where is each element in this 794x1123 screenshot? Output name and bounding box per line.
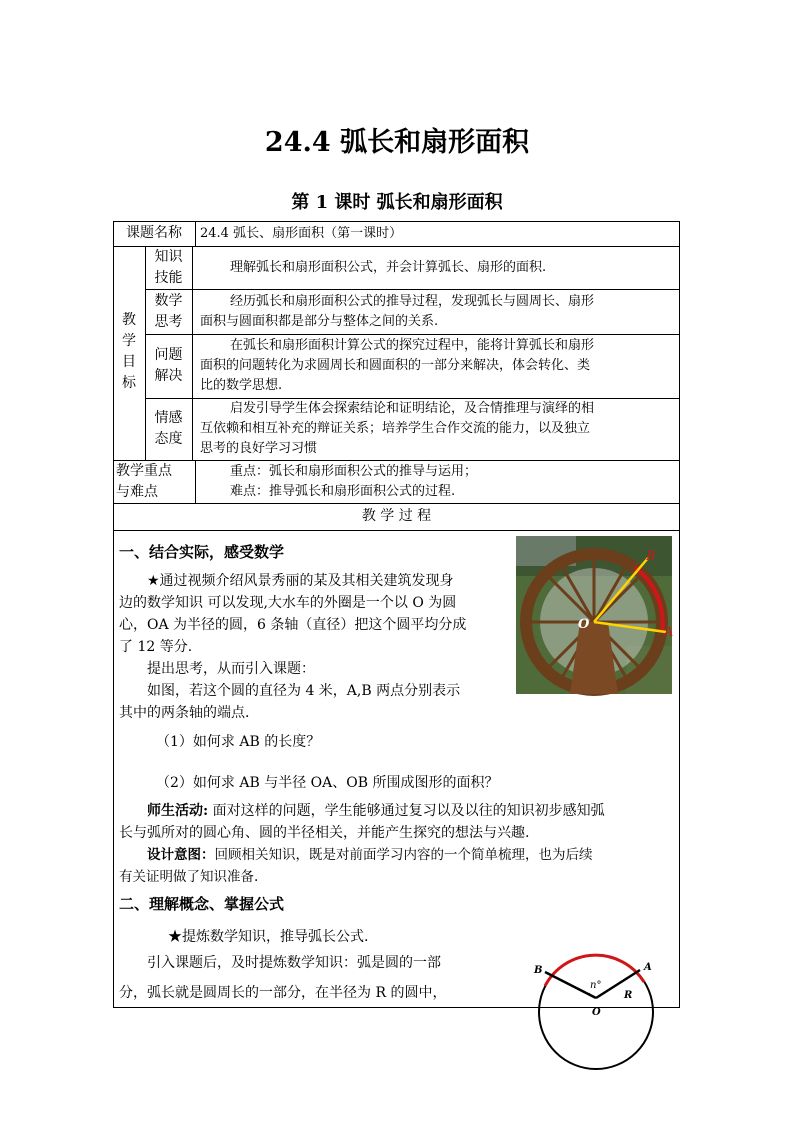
goal-text-math-thinking: 经历弧长和扇形面积公式的推导过程，发现弧长与圆周长、扇形 面积与圆面积都是部分与整体之间的关系. [200, 294, 595, 329]
question-1: （1）如何求 AB 的长度？ [156, 734, 321, 750]
section2-paragraph-1: ★提炼数学知识，推导弧长公式. [168, 929, 369, 945]
page-subtitle: 第 1 课时 弧长和扇形面积 [291, 192, 503, 213]
goal-text-knowledge: 理解弧长和扇形面积公式，并会计算弧长、扇形的面积. [230, 260, 547, 275]
key-point: 重点：弧长和扇形面积公式的推导与运用； [230, 464, 478, 479]
section1-heading: 一、结合实际，感受数学 [119, 543, 285, 561]
question-2: （2）如何求 AB 与半径 OA、OB 所围成图形的面积？ [156, 775, 499, 791]
waterwheel-label-o: O [578, 617, 590, 632]
goal-label-math-thinking: 数学 思考 [154, 293, 183, 330]
section1-paragraph-1: ★通过视频介绍风景秀丽的某及其相关建筑发现身 边的数学知识 可以发现,大水车的外圈是一个以 O 为圆 心，OA 为半径的圆，6 条轴（直径）把这个圆平均分成 了 12 等分. 提出思考，从而引入课题： 如图，若这个圆的直径为 4 米，A,B 两点分别表示 [119, 573, 467, 699]
circle-label-r: R [624, 990, 633, 1001]
section1-paragraph-3b: 其中的两条轴的端点. [119, 705, 250, 721]
goals-label: 教 学 目 标 [122, 312, 136, 391]
page-title: 24.4 弧长和扇形面积 [264, 127, 530, 158]
section2-paragraph-2b: 分，弧长就是圆周长的一部分，在半径为 R 的圆中， [119, 985, 447, 1001]
waterwheel-label-b: B [646, 549, 656, 564]
key-points-label: 教学重点 与难点 [116, 463, 172, 500]
waterwheel-label-a: A [664, 625, 674, 640]
circle-label-b: B [534, 965, 543, 976]
teacher-student-activity: 师生活动: 面对这样的问题，学生能够通过复习以及以往的知识初步感知弧 长与弧所对的圆心角、圆的半径相关，并能产生探究的想法与兴趣. [119, 803, 605, 841]
section2-heading: 二、理解概念、掌握公式 [119, 895, 285, 913]
difficult-point: 难点：推导弧长和扇形面积公式的过程. [230, 484, 456, 499]
circle-label-n: n° [590, 980, 602, 991]
section2-paragraph-2a: 引入课题后，及时提炼数学知识：弧是圆的一部 [147, 955, 441, 971]
circle-label-a: A [644, 962, 652, 973]
circle-sector-diagram [528, 952, 668, 1123]
goal-label-problem-solving: 问题 解决 [154, 347, 183, 384]
design-intent: 设计意图：回顾相关知识，既是对前面学习内容的一个简单梳理，也为后续 有关证明做了知识准备. [119, 847, 593, 885]
goal-label-knowledge: 知识 技能 [154, 249, 183, 286]
waterwheel-photo [516, 536, 672, 694]
topic-value: 24.4 弧长、扇形面积（第一课时） [200, 226, 403, 241]
goal-text-problem-solving: 在弧长和扇形面积计算公式的探究过程中，能将计算弧长和扇形 面积的问题转化为求圆周长和圆面积的一部分来解决，体会转化、类 比的数学思想. [200, 338, 595, 393]
circle-label-o: O [592, 1007, 601, 1018]
topic-label: 课题名称 [126, 225, 182, 241]
goal-label-emotion: 情感 态度 [154, 410, 183, 447]
goal-text-emotion: 启发引导学生体会探索结论和证明结论，及合情推理与演绎的相 互依赖和相互补充的辩证关系；培养学生合作交流的能力，以及独立 思考的良好学习习惯 [200, 401, 595, 456]
process-header: 教 学 过 程 [361, 508, 432, 524]
